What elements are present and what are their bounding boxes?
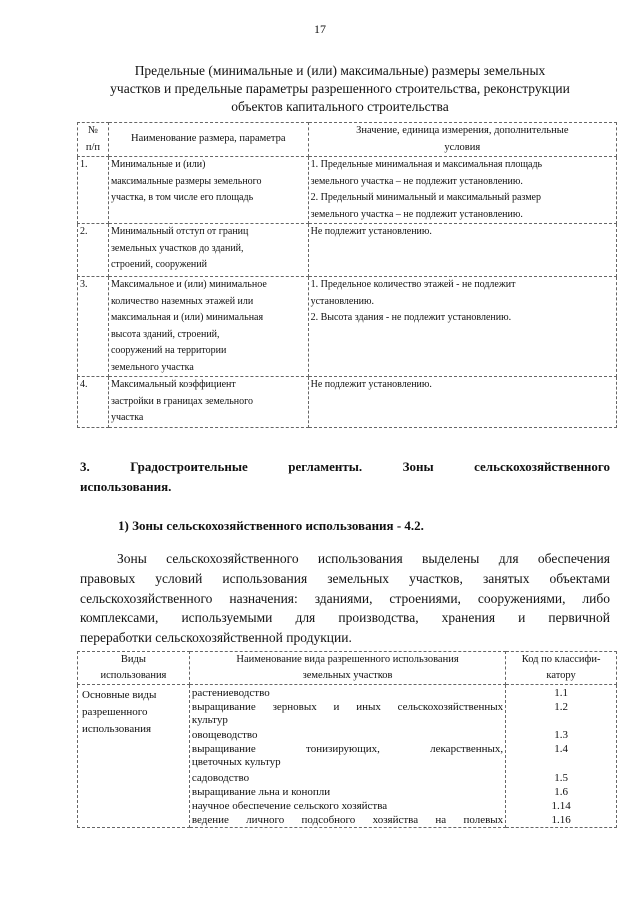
row-value: 1. Предельное количество этажей - не подлежит установлению. 2. Высота здания - не подлежит установлению. (308, 277, 616, 377)
paragraph-line: Зоны сельскохозяйственного использования выделены для обеспечения (117, 551, 610, 566)
table1-title (80, 62, 600, 116)
table1-title-line: Предельные (минимальные и (или) максимальные) размеры земельных (134, 63, 546, 78)
row-value: Не подлежит установлению. (308, 377, 616, 428)
paragraph-line: правовых условий использования земельных участков, занятых объектами (80, 570, 610, 586)
use-code: 1.1 (554, 687, 568, 699)
table1-title-line: объектов капитального строительства (231, 99, 449, 114)
page-number: 17 (314, 22, 326, 36)
use-code: 1.2 (554, 701, 568, 713)
use-code: 1.6 (554, 786, 568, 798)
header-num: № п/п (78, 123, 109, 157)
paragraph-line: переработки сельскохозяйственной продукции. (80, 630, 352, 646)
table-row (78, 224, 617, 277)
row-name: Максимальный коэффициент застройки в границах земельного участка (108, 377, 308, 428)
row-name: Минимальный отступ от границ земельных участков до зданий, строений, сооружений (108, 224, 308, 277)
table-row (78, 377, 617, 428)
section-3-heading (80, 457, 610, 497)
parameters-table (77, 122, 617, 428)
subsection-heading: 1) Зоны сельскохозяйственного использования - 4.2. (118, 518, 424, 533)
use-name: садоводство (191, 772, 250, 784)
description-paragraph (80, 549, 610, 648)
use-names (189, 685, 505, 828)
row-num: 4. (78, 377, 109, 428)
use-code: 1.4 (554, 743, 568, 755)
paragraph-line: сельскохозяйственного назначения: зданиями, строениями, сооружениями, либо (80, 590, 610, 606)
header-value: Значение, единица измерения, дополнительные условия (308, 123, 616, 157)
land-use-table (77, 651, 617, 828)
row-value: 1. Предельные минимальная и максимальная площадь земельного участка – не подлежит установлению. 2. Предельный минимальный и максимальный размер земельного участка – не подлежит установлению. (308, 157, 616, 224)
header-name: Наименование вида разрешенного использования земельных участков (189, 652, 505, 685)
use-code: 1.5 (554, 772, 568, 784)
use-name: овощеводство (191, 729, 258, 741)
table-row (78, 685, 617, 828)
row-value: Не подлежит установлению. (308, 224, 616, 277)
use-code: 1.3 (554, 729, 568, 741)
row-num: 1. (78, 157, 109, 224)
use-name: научное обеспечение сельского хозяйства (191, 800, 388, 812)
use-name: растениеводство (191, 687, 270, 699)
paragraph-line: комплексами, используемыми для производства, хранения и первичной (80, 610, 610, 626)
use-name: ведение личного подсобного хозяйства на полевых (191, 814, 504, 826)
section-heading-line: использования. (80, 479, 172, 494)
use-code: 1.16 (551, 814, 571, 826)
header-kind: Виды использования (78, 652, 190, 685)
row-name: Минимальные и (или) максимальные размеры земельного участка, в том числе его площадь (108, 157, 308, 224)
use-name: выращивание тонизирующих, лекарственных, (191, 743, 504, 755)
header-name: Наименование размера, параметра (108, 123, 308, 157)
use-name: выращивание льна и конопли (191, 786, 331, 798)
row-num: 2. (78, 224, 109, 277)
header-code: Код по классифи- катору (506, 652, 617, 685)
use-code: 1.14 (551, 800, 571, 812)
row-name: Максимальное и (или) минимальное количество наземных этажей или максимальная и (или) минимальная высота зданий, строений, сооружений на территории земельного участка (108, 277, 308, 377)
use-name: цветочных культур (191, 756, 281, 768)
row-num: 3. (78, 277, 109, 377)
table-header-row (78, 123, 617, 157)
table-header-row (78, 652, 617, 685)
use-name: выращивание зерновых и иных сельскохозяйственных (191, 701, 504, 713)
table1-title-line: участков и предельные параметры разрешенного строительства, реконструкции (110, 81, 570, 96)
use-name: культур (191, 714, 228, 726)
kind-label: Основные виды разрешенного использования (78, 685, 190, 828)
table-row (78, 157, 617, 224)
table-row (78, 277, 617, 377)
use-codes (506, 685, 617, 828)
section-heading-line: 3. Градостроительные регламенты. Зоны сельскохозяйственного (80, 459, 610, 474)
